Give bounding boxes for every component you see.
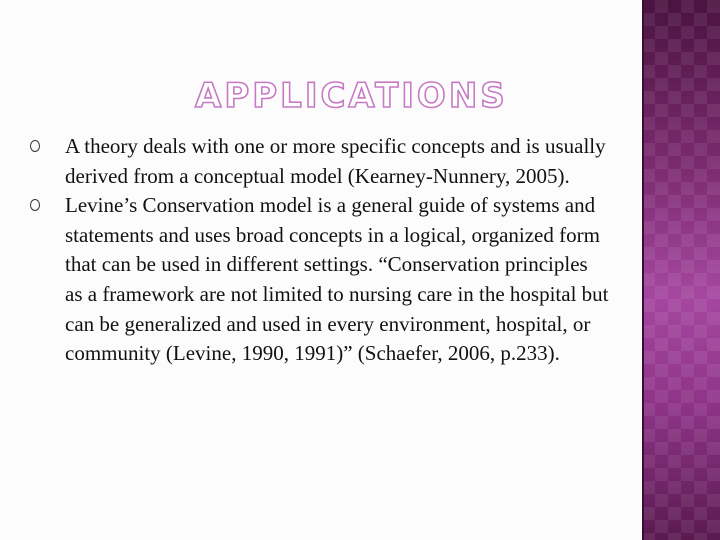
bullet-item: [30, 191, 610, 369]
bullet-list: [30, 132, 610, 369]
bullet-text: A theory deals with one or more specific concepts and is usually derived from a conceptual model (Kearney-Nunnery, 2005).: [65, 134, 606, 188]
decorative-side-band: [642, 0, 720, 540]
circle-bullet-icon: [30, 199, 40, 211]
side-band-edge: [642, 0, 644, 540]
slide-title: APPLICATIONS: [195, 76, 508, 116]
bullet-item: [30, 132, 610, 191]
bullet-text: Levine’s Conservation model is a general guide of systems and statements and uses broad concepts in a logical, organized form that can be used in different settings. “Conservation principles as a framework are not limited to nursing care in the hospital but can be generalized and used in every environment, hospital, or community (Levine, 1990, 1991)” (Schaefer, 2006, p.233).: [65, 193, 609, 366]
circle-bullet-icon: [30, 140, 40, 152]
diamond-pattern: [642, 0, 720, 540]
